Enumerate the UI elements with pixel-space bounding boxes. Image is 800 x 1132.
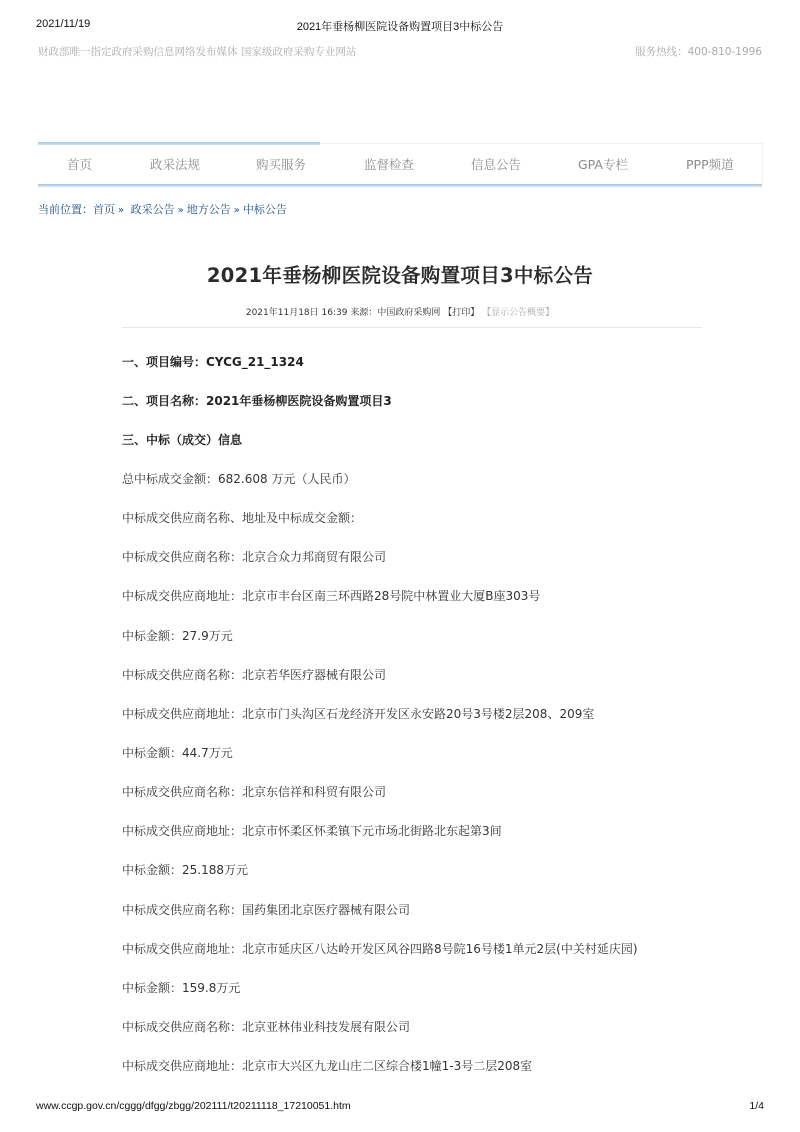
- award-amount: 中标金额：159.8万元: [122, 981, 241, 995]
- nav-accent-bottom: [38, 184, 762, 187]
- print-footer: [0, 1100, 800, 1114]
- page-number: 1/4: [749, 1100, 764, 1112]
- breadcrumb-award-notices[interactable]: 中标公告: [242, 203, 287, 216]
- print-date: 2021/11/19: [36, 18, 91, 30]
- site-slogan: 财政部唯一指定政府采购信息网络发布媒体 国家级政府采购专业网站: [38, 46, 357, 58]
- source-name: 中国政府采购网: [377, 308, 441, 318]
- print-title: 2021年垂杨柳医院设备购置项目3中标公告: [296, 21, 504, 33]
- page-url: www.ccgp.gov.cn/cggg/dfgg/zbgg/202111/t20211118_17210051.htm: [36, 1100, 351, 1112]
- nav-list: [38, 144, 762, 184]
- nav-item-regulations[interactable]: 政采法规: [150, 157, 201, 172]
- top-strip: [38, 44, 762, 60]
- nav-item-home[interactable]: 首页: [67, 157, 93, 172]
- supplier-name: 中标成交供应商名称：北京亚林伟业科技发展有限公司: [122, 1020, 411, 1034]
- nav-item-supervision[interactable]: 监督检查: [364, 157, 415, 172]
- project-name: 二、项目名称：2021年垂杨柳医院设备购置项目3: [122, 394, 392, 408]
- supplier-list-heading: 中标成交供应商名称、地址及中标成交金额：: [122, 511, 363, 525]
- breadcrumb-separator: »: [118, 205, 125, 216]
- source-label: 来源：: [350, 308, 378, 318]
- supplier-address: 中标成交供应商地址：北京市门头沟区石龙经济开发区永安路20号3号楼2层208、209室: [122, 707, 595, 721]
- award-amount: 中标金额：25.188万元: [122, 863, 248, 877]
- supplier-name: 中标成交供应商名称：北京若华医疗器械有限公司: [122, 668, 387, 682]
- show-summary-link[interactable]: 【显示公告概要】: [482, 308, 555, 318]
- breadcrumb-separator: »: [177, 205, 184, 216]
- supplier-name: 中标成交供应商名称：国药集团北京医疗器械有限公司: [122, 903, 411, 917]
- breadcrumb-notices[interactable]: 政采公告: [130, 203, 175, 216]
- award-amount: 中标金额：27.9万元: [122, 629, 233, 643]
- main-nav: [38, 143, 763, 184]
- supplier-name: 中标成交供应商名称：北京东信祥和科贸有限公司: [122, 785, 387, 799]
- title-divider: [122, 327, 702, 328]
- award-info-heading: 三、中标（成交）信息: [122, 433, 243, 447]
- supplier-address: 中标成交供应商地址：北京市丰台区南三环西路28号院中林置业大厦B座303号: [122, 589, 541, 603]
- supplier-address: 中标成交供应商地址：北京市大兴区九龙山庄二区综合楼1幢1-3号二层208室: [122, 1059, 533, 1073]
- total-award-amount: 总中标成交金额：682.608 万元（人民币）: [122, 472, 356, 486]
- article-meta: [0, 305, 800, 318]
- print-header: [0, 18, 800, 34]
- breadcrumb-separator: »: [233, 205, 240, 216]
- article-title: 2021年垂杨柳医院设备购置项目3中标公告: [206, 264, 594, 287]
- print-link[interactable]: 【打印】: [443, 308, 480, 318]
- award-amount: 中标金额：44.7万元: [122, 746, 233, 760]
- breadcrumb: [38, 201, 287, 217]
- supplier-name: 中标成交供应商名称：北京合众力邦商贸有限公司: [122, 550, 387, 564]
- nav-item-purchase-services[interactable]: 购买服务: [256, 157, 307, 172]
- service-hotline: 服务热线：400-810-1996: [635, 46, 762, 58]
- supplier-address: 中标成交供应商地址：北京市延庆区八达岭开发区风谷四路8号院16号楼1单元2层(中关村延庆园): [122, 942, 638, 956]
- project-number: 一、项目编号：CYCG_21_1324: [122, 355, 304, 369]
- nav-item-gpa[interactable]: GPA专栏: [578, 157, 628, 172]
- nav-item-ppp[interactable]: PPP频道: [686, 157, 734, 172]
- breadcrumb-local-notices[interactable]: 地方公告: [186, 203, 231, 216]
- breadcrumb-home[interactable]: 首页: [93, 203, 115, 216]
- breadcrumb-prefix: 当前位置：: [38, 203, 93, 216]
- nav-item-announcements[interactable]: 信息公告: [471, 157, 522, 172]
- publish-datetime: 2021年11月18日 16:39: [245, 308, 348, 318]
- supplier-address: 中标成交供应商地址：北京市怀柔区怀柔镇下元市场北街路北东起第3间: [122, 824, 502, 838]
